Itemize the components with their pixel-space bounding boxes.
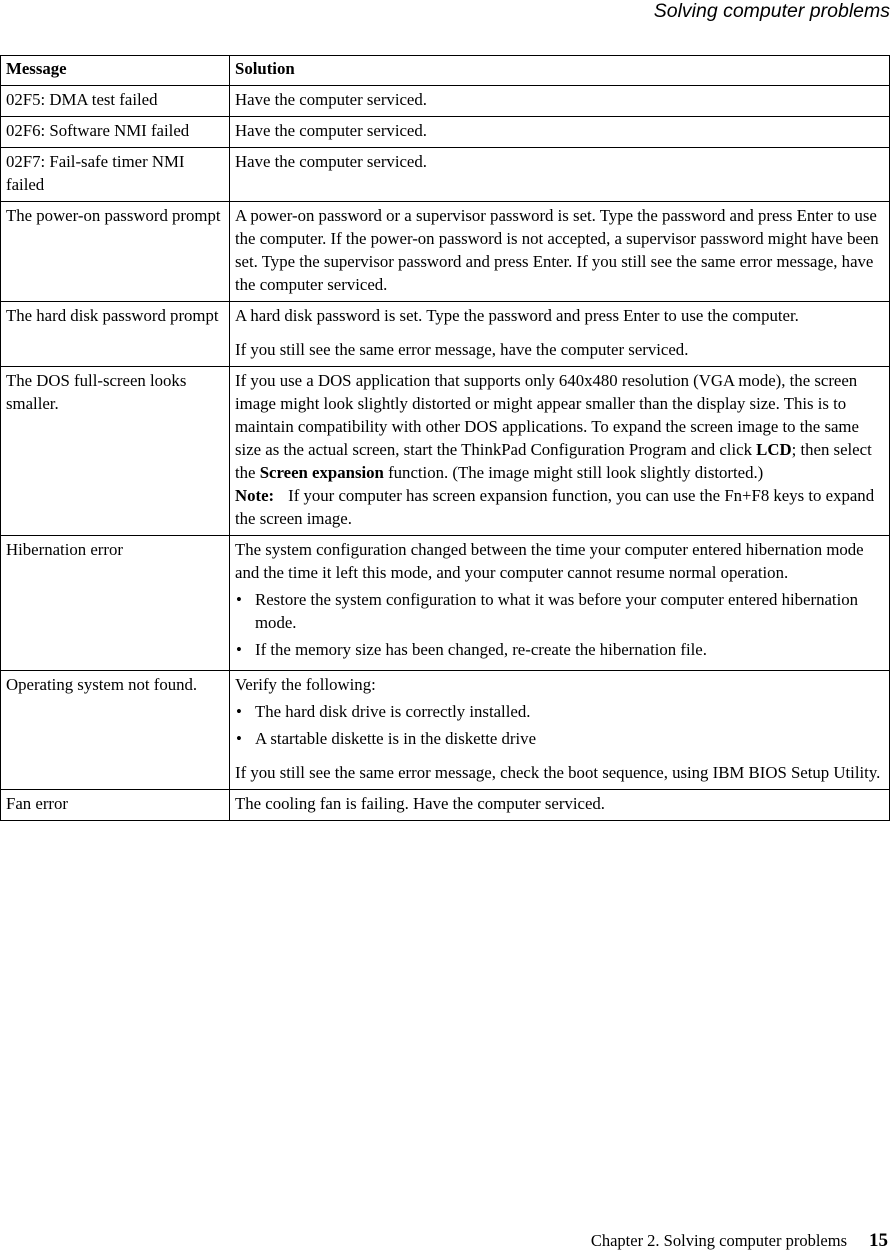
message-cell: Hibernation error	[1, 536, 230, 671]
solution-cell: Have the computer serviced.	[230, 117, 890, 148]
column-header-solution: Solution	[230, 56, 890, 86]
bullet-icon: •	[236, 590, 242, 609]
solution-cell	[230, 367, 890, 536]
solution-paragraph: The system configuration changed between the time your computer entered hibernation mode and the time it left this mode, and your computer cannot resume normal operation.	[235, 540, 864, 582]
footer-chapter: Chapter 2. Solving computer problems	[590, 1231, 847, 1250]
list-item-text: If the memory size has been changed, re-create the hibernation file.	[255, 640, 707, 659]
page-number: 15	[869, 1230, 888, 1251]
message-cell: Operating system not found.	[1, 671, 230, 790]
solution-cell: A power-on password or a supervisor password is set. Type the password and press Enter to use the computer. If the power-on password is not accepted, a supervisor password might have been set. Type the supervisor password and press Enter. If you still see the same error message, have the computer serviced.	[230, 202, 890, 302]
solution-paragraph: If you still see the same error message, check the boot sequence, using IBM BIOS Setup Utility.	[235, 763, 881, 782]
page-footer	[591, 1229, 890, 1253]
solution-cell	[230, 671, 890, 790]
bullet-list	[235, 588, 884, 661]
table-row	[1, 790, 890, 821]
solution-paragraph: A hard disk password is set. Type the password and press Enter to use the computer.	[235, 306, 799, 325]
screen-expansion-term: Screen expansion	[259, 463, 384, 482]
list-item	[235, 700, 884, 723]
list-item-text: The hard disk drive is correctly installed.	[255, 702, 531, 721]
bullet-list	[235, 700, 884, 750]
note-text: If your computer has screen expansion function, you can use the Fn+F8 keys to expand the screen image.	[235, 486, 875, 528]
table-row	[1, 536, 890, 671]
message-cell: 02F7: Fail-safe timer NMI failed	[1, 148, 230, 202]
lcd-term: LCD	[756, 440, 792, 459]
message-cell: 02F6: Software NMI failed	[1, 117, 230, 148]
solution-paragraph	[235, 369, 884, 484]
solution-cell	[230, 536, 890, 671]
bullet-icon: •	[236, 640, 242, 659]
running-header: Solving computer problems	[653, 0, 890, 22]
solution-paragraph: If you still see the same error message, have the computer serviced.	[235, 340, 689, 359]
message-cell: The hard disk password prompt	[1, 302, 230, 367]
solution-cell: Have the computer serviced.	[230, 148, 890, 202]
table-row	[1, 117, 890, 148]
message-cell: 02F5: DMA test failed	[1, 86, 230, 117]
table-row	[1, 148, 890, 202]
column-header-message: Message	[1, 56, 230, 86]
error-message-table	[0, 55, 890, 821]
note-label: Note:	[235, 486, 275, 505]
list-item	[235, 727, 884, 750]
solution-text: ; then select the	[235, 440, 872, 482]
list-item	[235, 588, 884, 634]
table-row	[1, 86, 890, 117]
table-row	[1, 367, 890, 536]
table-header-row	[1, 56, 890, 86]
message-cell: The power-on password prompt	[1, 202, 230, 302]
message-cell: The DOS full-screen looks smaller.	[1, 367, 230, 536]
bullet-icon: •	[236, 702, 242, 721]
solution-text: If you use a DOS application that supports only 640x480 resolution (VGA mode), the screen image might look slightly distorted or might appear smaller than the display size. This is to maintain compatibility with other DOS applications. To expand the screen image to the same size as the actual screen, start the ThinkPad Configuration Program and click	[235, 371, 859, 459]
table-row	[1, 671, 890, 790]
list-item-text: Restore the system configuration to what it was before your computer entered hibernation mode.	[255, 590, 859, 632]
table-row	[1, 302, 890, 367]
note-paragraph	[235, 484, 884, 530]
message-cell: Fan error	[1, 790, 230, 821]
solution-paragraph: Verify the following:	[235, 675, 376, 694]
table-row	[1, 202, 890, 302]
list-item	[235, 638, 884, 661]
list-item-text: A startable diskette is in the diskette drive	[255, 729, 537, 748]
solution-cell	[230, 302, 890, 367]
solution-cell: The cooling fan is failing. Have the computer serviced.	[230, 790, 890, 821]
solution-cell: Have the computer serviced.	[230, 86, 890, 117]
solution-text: function. (The image might still look slightly distorted.)	[383, 463, 764, 482]
bullet-icon: •	[236, 729, 242, 748]
